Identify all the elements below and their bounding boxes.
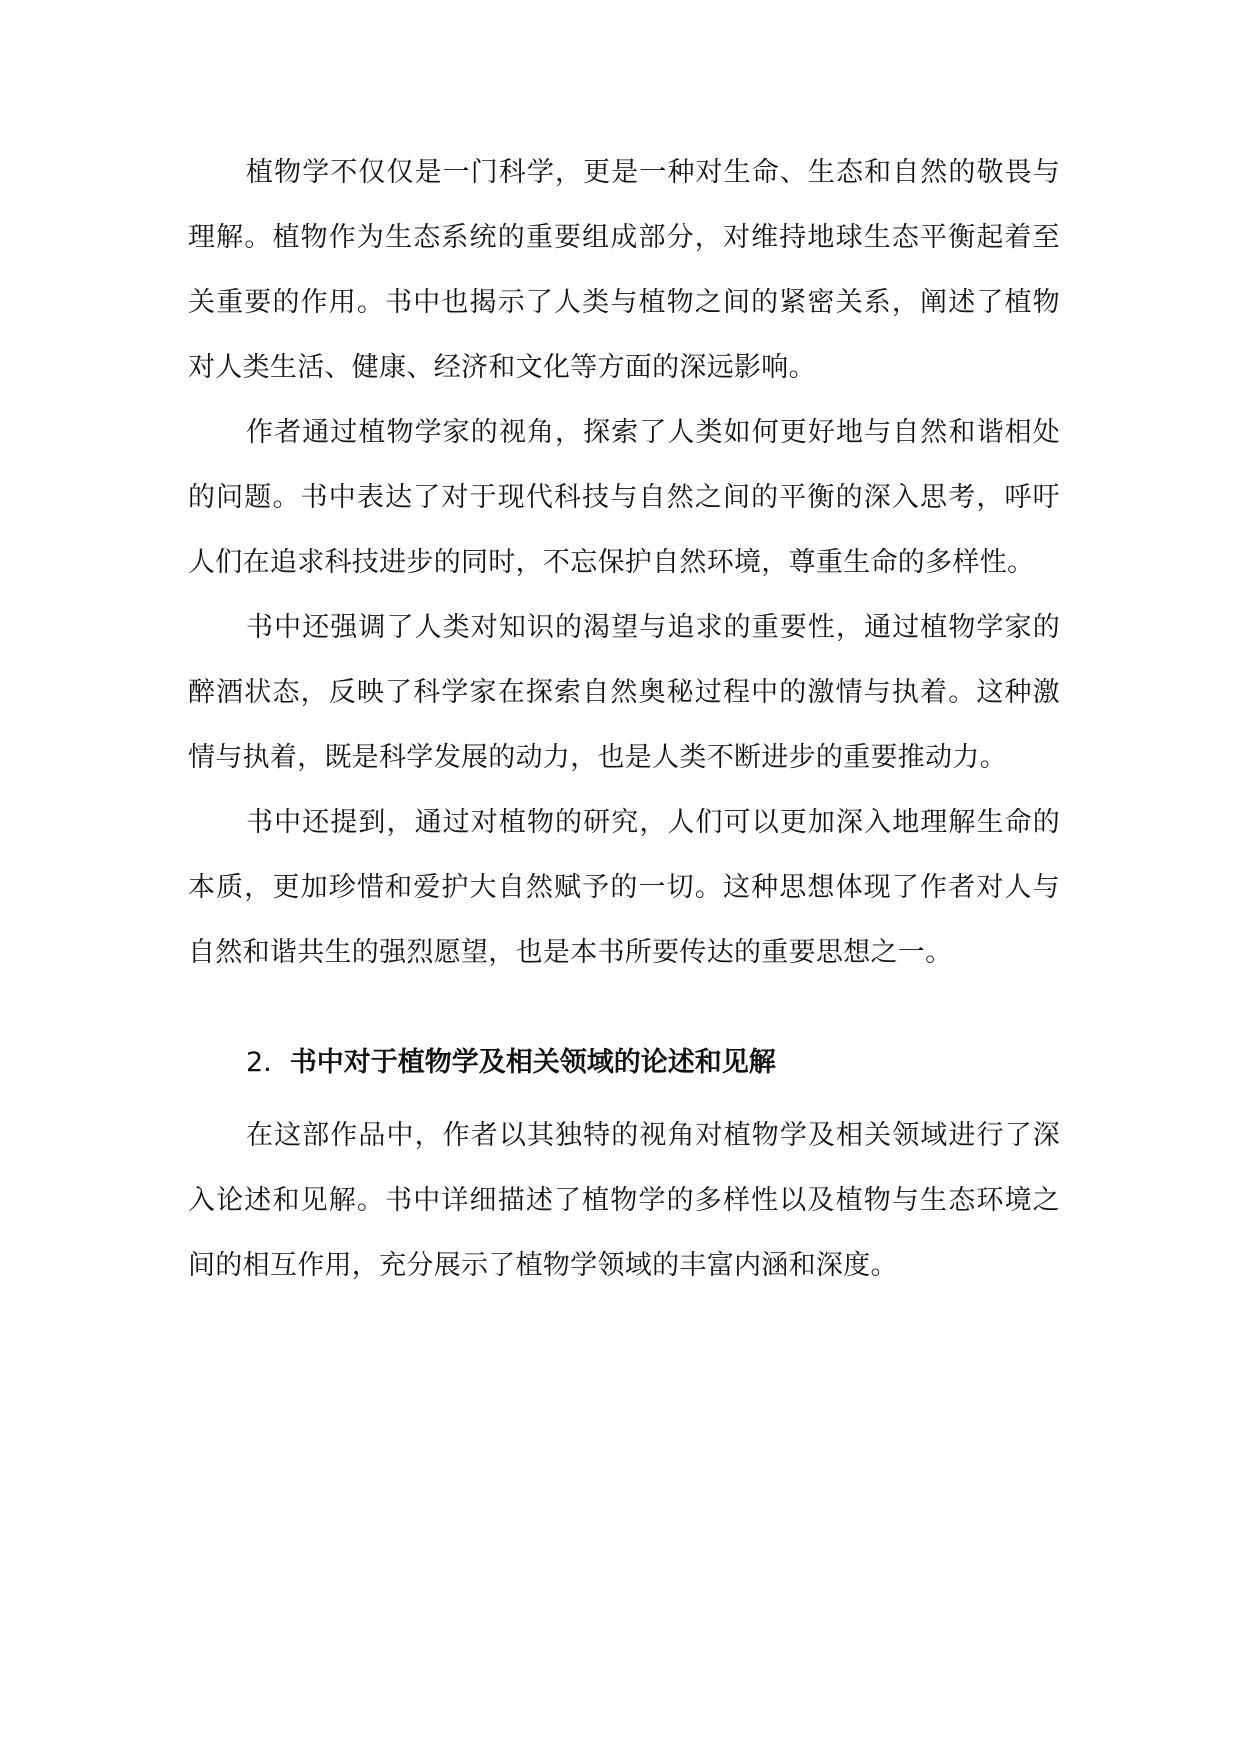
section-heading [188,1030,1060,1095]
section-title: 书中对于植物学及相关领域的论述和见解 [289,1047,776,1078]
section-paragraph-1: 在这部作品中，作者以其独特的视角对植物学及相关领域进行了深入论述和见解。书中详细描述了植物学的多样性以及植物与生态环境之间的相互作用，充分展示了植物学领域的丰富内涵和深度。 [188,1120,1060,1281]
section-number: 2. [246,1047,272,1078]
document-body [188,140,1060,1298]
paragraph-4: 书中还提到，通过对植物的研究，人们可以更加深入地理解生命的本质，更加珍惜和爱护大自然赋予的一切。这种思想体现了作者对人与自然和谐共生的强烈愿望，也是本书所要传达的重要思想之一。 [188,807,1060,968]
paragraph-3: 书中还强调了人类对知识的渴望与追求的重要性，通过植物学家的醉酒状态，反映了科学家在探索自然奥秘过程中的激情与执着。这种激情与执着，既是科学发展的动力，也是人类不断进步的重要推动力。 [188,612,1060,773]
paragraph-1: 植物学不仅仅是一门科学，更是一种对生命、生态和自然的敬畏与理解。植物作为生态系统的重要组成部分，对维持地球生态平衡起着至关重要的作用。书中也揭示了人类与植物之间的紧密关系，阐述了植物对人类生活、健康、经济和文化等方面的深远影响。 [188,157,1060,383]
paragraph-2: 作者通过植物学家的视角，探索了人类如何更好地与自然和谐相处的问题。书中表达了对于现代科技与自然之间的平衡的深入思考，呼吁人们在追求科技进步的同时，不忘保护自然环境，尊重生命的多样性。 [188,417,1060,578]
